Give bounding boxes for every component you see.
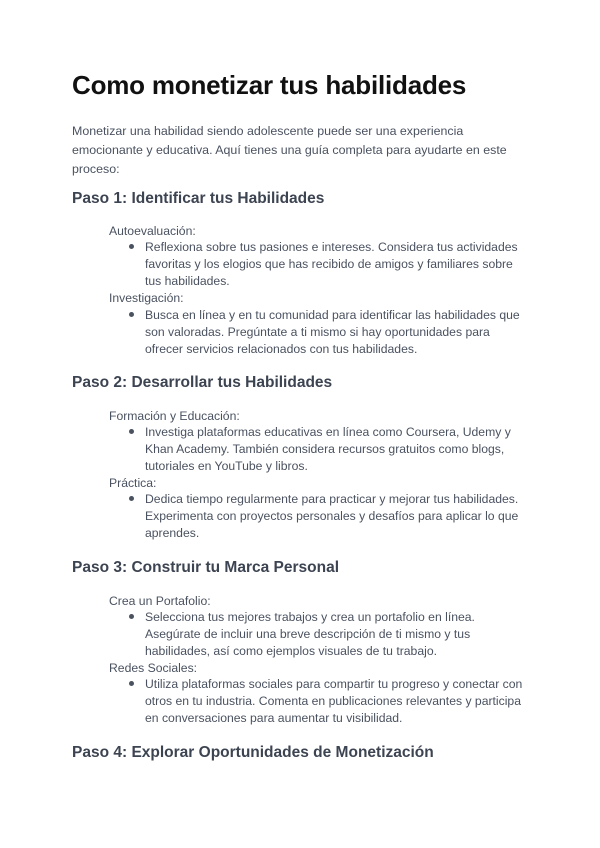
step-1-item-2-bullet: Busca en línea y en tu comunidad para identificar las habilidades que son valoradas. Pregúntate a ti mismo si hay oportunidades para ofrecer servicios relacionados con tus habilidades. xyxy=(145,308,520,356)
page-title: Como monetizar tus habilidades xyxy=(72,70,467,100)
step-3-item-1-label: Crea un Portafolio: xyxy=(109,594,211,608)
step-2-item-1-bullet: Investiga plataformas educativas en línea como Coursera, Udemy y Khan Academy. También considera recursos gratuitos como blogs, tutoriales en YouTube y libros. xyxy=(145,425,511,473)
step-2-heading: Paso 2: Desarrollar tus Habilidades xyxy=(72,374,333,391)
bullet-icon xyxy=(129,244,134,249)
intro-paragraph: Monetizar una habilidad siendo adolescente puede ser una experiencia emocionante y educativa. Aquí tienes una guía completa para ayudarte en este proceso: xyxy=(72,124,507,176)
step-1-item-2-label: Investigación: xyxy=(109,291,184,305)
bullet-icon xyxy=(129,429,134,434)
step-1-heading: Paso 1: Identificar tus Habilidades xyxy=(72,190,325,207)
step-1-item-1-bullet: Reflexiona sobre tus pasiones e intereses. Considera tus actividades favoritas y los elogios que has recibido de amigos y familiares sobre tus habilidades. xyxy=(145,240,518,288)
step-3-item-1-bullet: Selecciona tus mejores trabajos y crea un portafolio en línea. Asegúrate de incluir una breve descripción de ti mismo y tus habilidades, así como ejemplos visuales de tu trabajo. xyxy=(145,610,475,658)
step-2-item-2-bullet: Dedica tiempo regularmente para practicar y mejorar tus habilidades. Experimenta con proyectos personales y desafíos para aplicar lo que aprendes. xyxy=(145,492,519,540)
bullet-icon xyxy=(129,312,134,317)
bullet-icon xyxy=(129,614,134,619)
bullet-icon xyxy=(129,496,134,501)
bullet-icon xyxy=(129,681,134,686)
step-3-heading: Paso 3: Construir tu Marca Personal xyxy=(72,559,340,576)
step-4-heading: Paso 4: Explorar Oportunidades de Monetización xyxy=(72,744,434,761)
step-3-item-2-label: Redes Sociales: xyxy=(109,661,198,675)
step-3-item-2-bullet: Utiliza plataformas sociales para compartir tu progreso y conectar con otros en tu industria. Comenta en publicaciones relevantes y participa en conversaciones para aumentar tu visibilidad. xyxy=(145,677,523,725)
step-1-item-1-label: Autoevaluación: xyxy=(109,224,196,238)
step-2-item-2-label: Práctica: xyxy=(109,476,157,490)
step-2-item-1-label: Formación y Educación: xyxy=(109,409,240,423)
